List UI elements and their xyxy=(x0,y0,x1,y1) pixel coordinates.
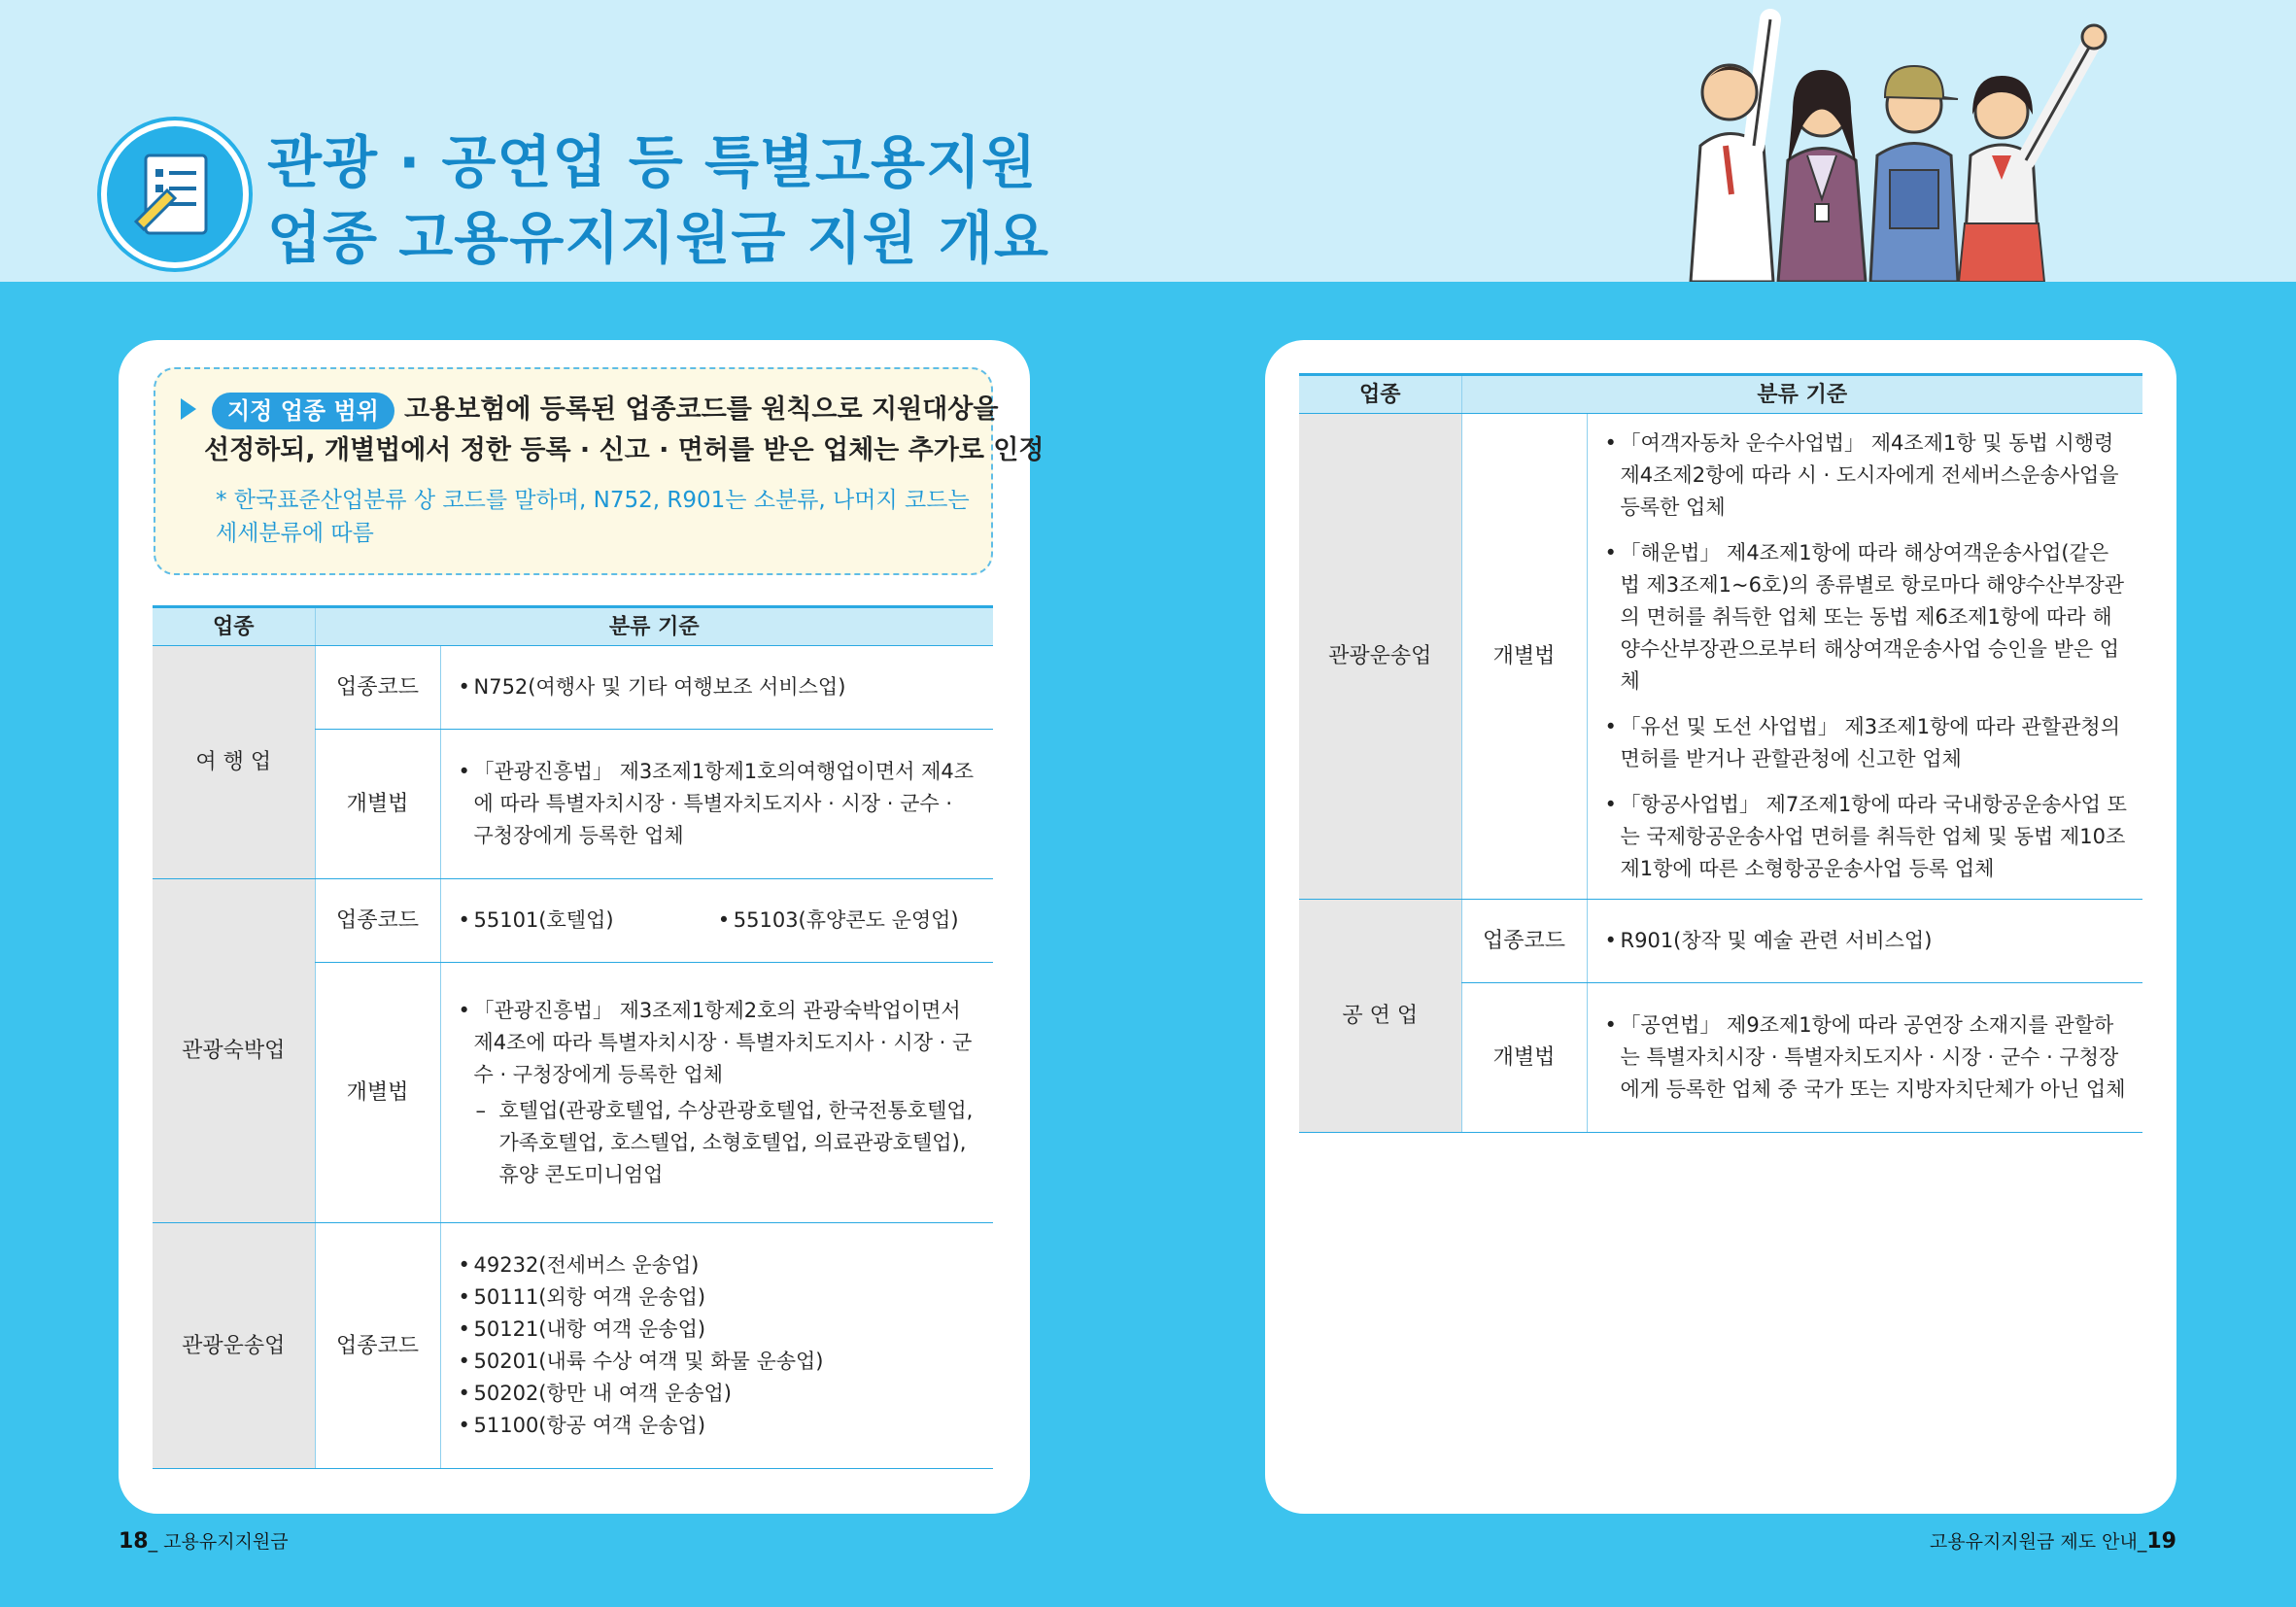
page-title-line2: 업종 고용유지지원금 지원 개요 xyxy=(267,205,1049,271)
footer-right xyxy=(1930,1527,2176,1554)
industry-travel: 여 행 업 xyxy=(153,646,315,879)
list-item: • 「해운법」 제4조제1항에 따라 해상여객운송사업(같은 법 제3조제1~6호)의 종류별로 항로마다 해양수산부장관의 면허를 취득한 업체 또는 동법 제6조제1항에 따라 해양수산부장관으로부터 해상여객운송사업 승인을 받은 업체 xyxy=(1605,537,2128,698)
label-individual-law: 개별법 xyxy=(1461,983,1587,1133)
scope-text-line1: 고용보험에 등록된 업종코드를 원칙으로 지원대상을 xyxy=(404,394,999,425)
workers-group-illustration xyxy=(1652,0,2157,282)
list-item: • 「항공사업법」 제7조제1항에 따라 국내항공운송사업 또는 국제항공운송사업 면허를 취득한 업체 및 동법 제10조 제1항에 따른 소형항공운송사업 등록 업체 xyxy=(1605,789,2128,885)
list-item: • 50201(내륙 수상 여객 및 화물 운송업) xyxy=(459,1346,978,1378)
travel-law-desc: • 「관광진흥법」 제3조제1항제1호의여행업이면서 제4조에 따라 특별자치시장 · 특별자치도지사 · 시장 · 군수 · 구청장에게 등록한 업체 xyxy=(459,756,978,852)
triangle-bullet-icon xyxy=(181,398,196,420)
industry-lodging: 관광숙박업 xyxy=(153,879,315,1223)
scope-box xyxy=(154,367,1045,575)
lodging-law-desc: • 「관광진흥법」 제3조제1항제2호의 관광숙박업이면서 제4조에 따라 특별자치시장 · 특별자치도지사 · 시장 · 군수 · 구청장에게 등록한 업체 xyxy=(459,995,978,1091)
label-individual-law: 개별법 xyxy=(315,963,440,1223)
performance-law-desc: • 「공연법」 제9조제1항에 따라 공연장 소재지를 관할하는 특별자치시장 · 특별자치도지사 · 시장 · 군수 · 구청장에게 등록한 업체 중 국가 또는 지방자치단체가 아닌 업체 xyxy=(1605,1009,2128,1106)
list-item: • 51100(항공 여객 운송업) xyxy=(459,1410,978,1442)
page-number-left: 18 xyxy=(119,1529,149,1554)
travel-code-desc: • N752(여행사 및 기타 여행보조 서비스업) xyxy=(459,671,978,703)
performance-code-desc: • R901(창작 및 예술 관련 서비스업) xyxy=(1605,925,2128,957)
header-industry: 업종 xyxy=(1299,375,1461,414)
list-item: • 50202(항만 내 여객 운송업) xyxy=(459,1378,978,1410)
lodging-law-sub: – 호텔업(관광호텔업, 수상관광호텔업, 한국전통호텔업, 가족호텔업, 호스텔업, 소형호텔업, 의료관광호텔업), 휴양 콘도미니엄업 xyxy=(459,1095,978,1191)
industry-transport: 관광운송업 xyxy=(1299,414,1461,900)
industry-transport: 관광운송업 xyxy=(153,1223,315,1469)
left-classification-table xyxy=(153,605,993,1469)
scope-note: * 한국표준산업분류 상 코드를 말하며, N752, R901는 소분류, 나머지 코드는 세세분류에 따름 xyxy=(216,488,970,546)
label-individual-law: 개별법 xyxy=(315,730,440,879)
list-item: • 49232(전세버스 운송업) xyxy=(459,1249,978,1282)
list-item: • 「유선 및 도선 사업법」 제3조제1항에 따라 관할관청의 면허를 받거나 관할관청에 신고한 업체 xyxy=(1605,711,2128,775)
scope-text-line2: 선정하되, 개별법에서 정한 등록 · 신고 · 면허를 받은 업체는 추가로 인정 xyxy=(204,435,1045,465)
label-industry-code: 업종코드 xyxy=(315,1223,440,1469)
page-title xyxy=(267,124,1049,276)
label-individual-law: 개별법 xyxy=(1461,414,1587,900)
header-criteria: 분류 기준 xyxy=(315,607,993,646)
list-item: • 50111(외항 여객 운송업) xyxy=(459,1282,978,1314)
page-title-line1: 관광 · 공연업 등 특별고용지원 xyxy=(267,129,1038,195)
footer-left-text: _ 고용유지지원금 xyxy=(148,1531,289,1553)
footer-left xyxy=(119,1527,289,1554)
industry-performance: 공 연 업 xyxy=(1299,900,1461,1133)
checklist-document-icon xyxy=(107,126,243,262)
scope-badge: 지정 업종 범위 xyxy=(212,393,394,429)
lodging-code-2: • 55103(휴양콘도 운영업) xyxy=(718,905,977,937)
header-criteria: 분류 기준 xyxy=(1461,375,2142,414)
header-industry: 업종 xyxy=(153,607,315,646)
page-number-right: 19 xyxy=(2146,1529,2176,1554)
footer-right-text: 고용유지지원금 제도 안내_ xyxy=(1929,1531,2147,1553)
list-item: • 「여객자동차 운수사업법」 제4조제1항 및 동법 시행령 제4조제2항에 따라 시 · 도시자에게 전세버스운송사업을 등록한 업체 xyxy=(1605,427,2128,524)
list-item: • 50121(내항 여객 운송업) xyxy=(459,1314,978,1346)
right-classification-table xyxy=(1299,373,2142,1133)
label-industry-code: 업종코드 xyxy=(315,879,440,963)
label-industry-code: 업종코드 xyxy=(315,646,440,730)
lodging-code-1: • 55101(호텔업) xyxy=(459,905,718,937)
label-industry-code: 업종코드 xyxy=(1461,900,1587,983)
